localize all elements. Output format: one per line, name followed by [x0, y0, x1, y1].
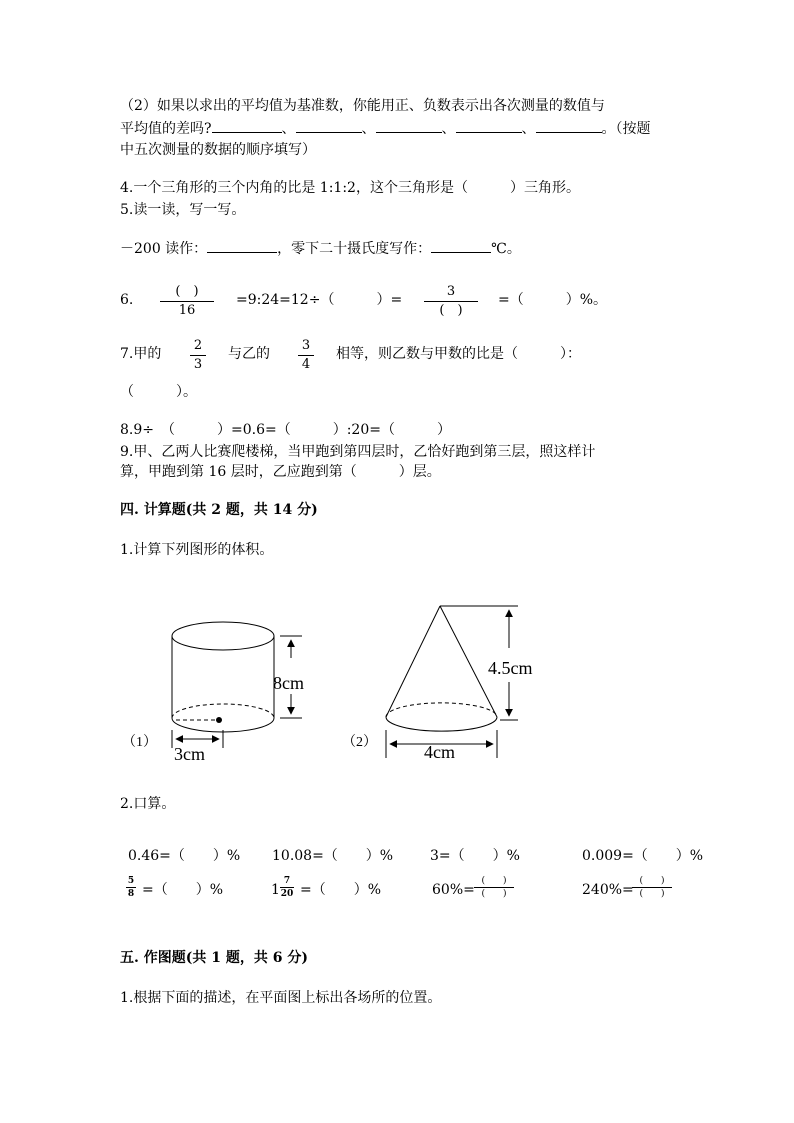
- oral-r2c1-fraction: [126, 876, 136, 899]
- answer-blank[interactable]: [376, 118, 442, 133]
- solid-figures: [0, 590, 794, 780]
- q7-fraction-2: [298, 338, 314, 373]
- answer-blank[interactable]: [296, 118, 362, 133]
- q7-part-a: 7.甲的: [120, 346, 162, 362]
- q6-fraction-1: [160, 284, 214, 319]
- question-4: 4.一个三角形的三个内角的比是 1:1:2，这个三角形是（ ）三角形。: [120, 180, 580, 196]
- separator: 、: [521, 121, 536, 137]
- oral-r2c4-fraction: [632, 876, 672, 899]
- oral-r2c3-fraction: [474, 876, 514, 899]
- q3-part2-end: 。（按题: [601, 121, 651, 137]
- oral-r2c4: 240%=: [582, 882, 634, 898]
- section-5-q1: 1.根据下面的描述，在平面图上标出各场所的位置。: [120, 990, 442, 1006]
- q7-part-c: 相等，则乙数与甲数的比是（ ）：: [336, 346, 581, 362]
- fraction-numerator: ( ): [175, 284, 199, 299]
- q6-fraction-2: [424, 284, 478, 319]
- oral-r2c2-whole: 1: [271, 882, 280, 898]
- question-5-body: [120, 238, 521, 259]
- fraction-denominator: 8: [127, 889, 135, 899]
- answer-blank[interactable]: [207, 238, 277, 253]
- q5-unit: ℃。: [491, 241, 521, 257]
- q7-fraction-1: [190, 338, 206, 373]
- section-4-q1: 1.计算下列图形的体积。: [120, 542, 274, 558]
- answer-blank[interactable]: [212, 118, 282, 133]
- question-9-line2: 算，甲跑到第 16 层时，乙应跑到第（ ）层。: [120, 464, 441, 480]
- fraction-denominator: ( ): [639, 889, 665, 899]
- question-8: 8.9÷ （ ）=0.6=（ ）:20=（ ）: [120, 422, 451, 438]
- section-4-title: 四. 计算题(共 2 题，共 14 分): [120, 502, 318, 518]
- q5-part-a: －200 读作：: [120, 241, 208, 257]
- fraction-numerator: 2: [193, 338, 203, 353]
- fraction-numerator: ( ): [639, 876, 665, 886]
- cone-height-label: 4.5cm: [488, 658, 533, 678]
- q7-part-b: 与乙的: [228, 346, 270, 362]
- q3-part2-prefix: 平均值的差吗?: [120, 121, 212, 137]
- q5-part-b: ，零下二十摄氏度写作：: [277, 241, 432, 257]
- cylinder-height-label: 8cm: [273, 673, 304, 693]
- section-5-title: 五. 作图题(共 1 题，共 6 分): [120, 950, 308, 966]
- oral-r1c1: 0.46=（ ）%: [128, 848, 241, 864]
- separator: 、: [281, 121, 296, 137]
- separator: 、: [441, 121, 456, 137]
- q7-part-d: （ ）。: [120, 384, 197, 400]
- answer-blank[interactable]: [431, 238, 491, 253]
- q3-part2-line1: （2）如果以求出的平均值为基准数，你能用正、负数表示出各次测量的数值与: [120, 98, 605, 114]
- oral-r2c2-end: =（ ）%: [300, 882, 382, 898]
- fraction-denominator: 20: [280, 889, 294, 899]
- oral-r1c3: 3=（ ）%: [430, 848, 520, 864]
- q6-number: 6.: [120, 292, 134, 308]
- cylinder-radius-label: 3cm: [174, 744, 205, 764]
- q6-end: =（ ）%。: [498, 292, 608, 308]
- fraction-numerator: ( ): [481, 876, 507, 886]
- oral-r1c2: 10.08=（ ）%: [272, 848, 394, 864]
- q6-middle: =9:24=12÷（ ）=: [236, 292, 403, 308]
- fraction-denominator: ( ): [439, 303, 463, 318]
- fraction-numerator: 5: [127, 876, 135, 886]
- figure-1-label: （1）: [122, 735, 157, 750]
- oral-r2c1-end: =（ ）%: [142, 882, 224, 898]
- question-9-line1: 9.甲、乙两人比赛爬楼梯，当甲跑到第四层时，乙恰好跑到第三层，照这样计: [120, 444, 596, 460]
- oral-r1c4: 0.009=（ ）%: [582, 848, 704, 864]
- answer-blank[interactable]: [456, 118, 522, 133]
- separator: 、: [361, 121, 376, 137]
- fraction-denominator: 4: [301, 357, 311, 372]
- question-5-title: 5.读一读，写一写。: [120, 202, 246, 218]
- cone-figure: [342, 606, 533, 762]
- oral-r2c2-fraction: [280, 876, 294, 899]
- cylinder-figure: [122, 622, 304, 764]
- answer-blank[interactable]: [536, 118, 602, 133]
- cone-diameter-label: 4cm: [424, 742, 455, 762]
- fraction-denominator: ( ): [481, 889, 507, 899]
- oral-r2c3: 60%=: [432, 882, 475, 898]
- figure-2-label: （2）: [342, 735, 377, 750]
- q3-part2-line2: [120, 118, 651, 139]
- q3-part2-line3: 中五次测量的数据的顺序填写）: [120, 142, 316, 158]
- fraction-numerator: 3: [301, 338, 311, 353]
- fraction-numerator: 3: [446, 284, 456, 299]
- section-4-q2: 2.口算。: [120, 796, 176, 812]
- fraction-numerator: 7: [283, 876, 291, 886]
- fraction-denominator: 3: [193, 357, 203, 372]
- fraction-denominator: 16: [178, 303, 196, 318]
